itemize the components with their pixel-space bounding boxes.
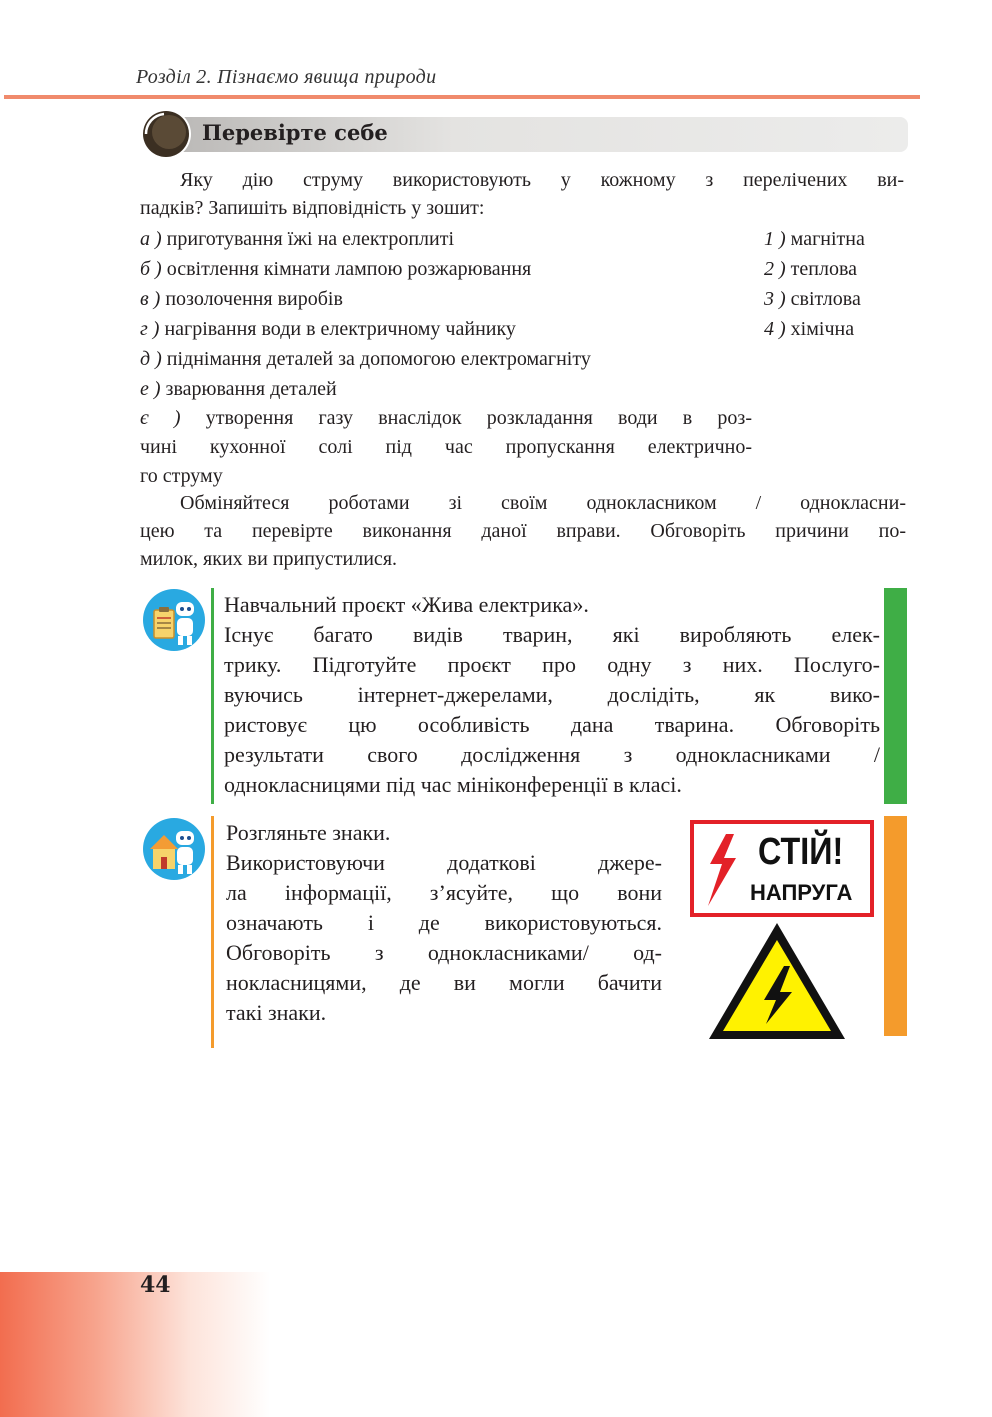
project-line: однокласницями під час мініконференції в класі. [224, 772, 682, 797]
dark-circle-badge-icon [140, 108, 192, 160]
case-label: г ) [140, 318, 160, 340]
signs-line: ла інформації, з’ясуйте, що вони [226, 880, 662, 905]
signs-line: Використовуючи додаткові джере- [226, 850, 662, 875]
project-box-text [224, 590, 880, 800]
outro-line-3: милок, яких ви припустилися. [140, 548, 398, 570]
case-item [140, 374, 337, 404]
project-accent-bar [884, 588, 907, 804]
sign-voltage-text: НАПРУГА [750, 880, 853, 905]
effect-text: магнітна [790, 228, 865, 250]
effect-label: 2 ) [764, 258, 786, 280]
high-voltage-warning-sign [706, 920, 848, 1042]
case-text-cont: го струму [140, 465, 223, 487]
project-box-border [211, 588, 214, 804]
effect-text: хімічна [790, 318, 855, 340]
effect-label: 1 ) [764, 228, 786, 250]
page-number: 44 [140, 1272, 171, 1298]
case-label: б ) [140, 258, 162, 280]
case-item [140, 254, 531, 284]
case-item [140, 314, 516, 344]
case-text: утворення газу внаслідок розкладання води в роз- [205, 407, 752, 429]
case-label: а ) [140, 228, 162, 250]
header-divider [4, 95, 920, 99]
case-text-cont: чині кухонної солі під час пропускання електрично- [140, 436, 752, 458]
case-label: е ) [140, 378, 161, 400]
signs-line: означають і де використовуються. [226, 910, 662, 935]
case-item [140, 404, 752, 491]
signs-box-border [211, 816, 214, 1048]
effect-item [764, 314, 854, 344]
sign-stop-text: СТІЙ! [758, 831, 844, 873]
robot-with-clipboard-icon [142, 588, 206, 652]
lightning-bolt-icon [704, 834, 740, 906]
case-item [140, 284, 343, 314]
effect-label: 3 ) [764, 288, 786, 310]
case-label: в ) [140, 288, 161, 310]
section-title: Перевірте себе [202, 120, 388, 145]
project-line: трику. Підготуйте проєкт про одну з них. Послуго- [224, 652, 880, 677]
case-label: д ) [140, 348, 162, 370]
case-label: є ) [140, 407, 181, 429]
case-text: приготування їжі на електроплиті [166, 228, 455, 250]
page-corner-decoration [0, 1272, 270, 1417]
effect-text: теплова [790, 258, 858, 280]
signs-line: Обговоріть з однокласниками/ од- [226, 940, 662, 965]
stop-voltage-sign [690, 820, 874, 917]
effect-item [764, 254, 857, 284]
effect-text: світлова [790, 288, 861, 310]
project-line: ристовує цю особливість дана тварина. Обговоріть [224, 712, 880, 737]
project-line: вуючись інтернет-джерелами, дослідіть, як вико- [224, 682, 880, 707]
outro-line-1: Обміняйтеся роботами зі своїм однокласником / однокласни- [180, 492, 906, 514]
project-title: Навчальний проєкт «Жива електрика». [224, 592, 589, 617]
case-text: нагрівання води в електричному чайнику [164, 318, 516, 340]
robot-with-house-icon [142, 817, 206, 881]
effect-item [764, 284, 861, 314]
case-text: зварювання деталей [165, 378, 337, 400]
effect-label: 4 ) [764, 318, 786, 340]
case-item [140, 344, 591, 374]
effect-item [764, 224, 865, 254]
case-item [140, 224, 454, 254]
case-text: позолочення виробів [165, 288, 343, 310]
project-line: результати свого дослідження з однокласниками / [224, 742, 880, 767]
signs-line: нокласницями, де ви могли бачити [226, 970, 662, 995]
intro-line-2: падків? Запишіть відповідність у зошит: [140, 197, 485, 219]
case-text: піднімання деталей за допомогою електромагніту [166, 348, 591, 370]
running-head: Розділ 2. Пізнаємо явища природи [136, 66, 437, 88]
intro-line-1: Яку дію струму використовують у кожному з перелічених ви- [180, 169, 904, 191]
signs-accent-bar [884, 816, 907, 1036]
outro-line-2: цею та перевірте виконання даної вправи. Обговоріть причини по- [140, 520, 906, 542]
signs-title: Розгляньте знаки. [226, 820, 391, 845]
signs-line: такі знаки. [226, 1000, 327, 1025]
signs-box-text [226, 818, 662, 1028]
project-line: Існує багато видів тварин, які виробляють елек- [224, 622, 880, 647]
case-text: освітлення кімнати лампою розжарювання [166, 258, 532, 280]
